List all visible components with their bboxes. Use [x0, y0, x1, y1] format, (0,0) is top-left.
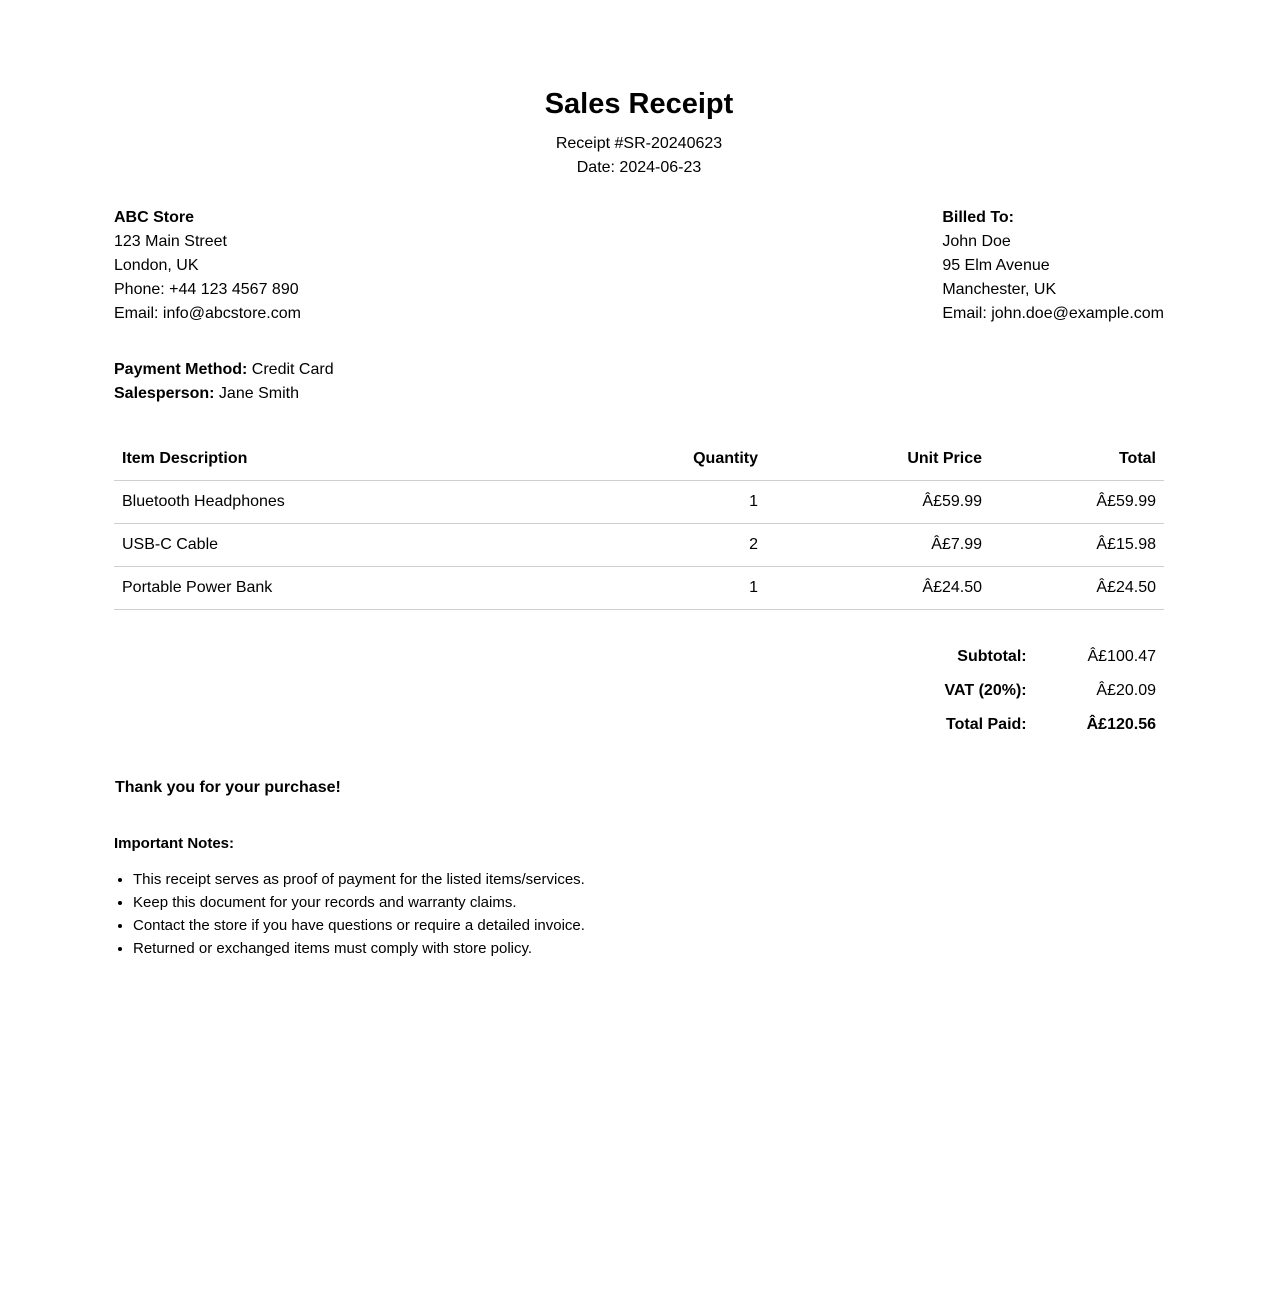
items-table: [114, 438, 1164, 610]
store-address-line-1: 123 Main Street: [114, 233, 227, 250]
list-item: • Contact the store if you have questions or require a detailed invoice.: [133, 914, 1164, 937]
thank-you-message: Thank you for your purchase!: [115, 779, 341, 796]
table-row: [114, 524, 1164, 567]
totals-table: [769, 640, 1164, 742]
list-item: • Returned or exchanged items must comply with store policy.: [133, 937, 1164, 960]
store-email: Email: info@abcstore.com: [114, 305, 301, 322]
customer-address-line-2: Manchester, UK: [942, 281, 1057, 298]
store-phone: Phone: +44 123 4567 890: [114, 281, 299, 298]
billed-to-heading: Billed To:: [942, 209, 1015, 226]
column-header-quantity: Quantity: [550, 438, 766, 481]
item-total: Â£15.98: [990, 524, 1164, 567]
list-item: • Keep this document for your records and warranty claims.: [133, 891, 1164, 914]
column-header-description: Item Description: [114, 438, 550, 481]
page-title: Sales Receipt: [544, 88, 734, 120]
item-unit-price: Â£24.50: [766, 567, 990, 610]
receipt-header: [114, 0, 1164, 180]
payment-method-label: Payment Method:: [114, 361, 248, 378]
subtotal-label: Subtotal:: [957, 648, 1027, 665]
item-quantity: 1: [550, 567, 766, 610]
table-row: [114, 481, 1164, 524]
payment-method-value: Credit Card: [247, 361, 334, 378]
item-total: Â£59.99: [990, 481, 1164, 524]
items-table-header-row: [114, 438, 1164, 481]
column-header-unit-price: Unit Price: [766, 438, 990, 481]
salesperson-value: Jane Smith: [214, 385, 299, 402]
item-quantity: 2: [550, 524, 766, 567]
column-header-total: Total: [990, 438, 1164, 481]
total-paid-row: [769, 708, 1164, 742]
list-item: • This receipt serves as proof of payment for the listed items/services.: [133, 868, 1164, 891]
customer-address-line-1: 95 Elm Avenue: [942, 257, 1050, 274]
total-paid-value: Â£120.56: [1086, 716, 1156, 733]
subtotal-row: [769, 640, 1164, 674]
customer-email: Email: john.doe@example.com: [942, 305, 1164, 322]
billed-to-info: [942, 206, 1164, 326]
item-description: Portable Power Bank: [114, 567, 550, 610]
customer-name: John Doe: [942, 233, 1011, 250]
item-description: Bluetooth Headphones: [114, 481, 550, 524]
salesperson-line: [114, 382, 1164, 406]
store-name: ABC Store: [114, 209, 195, 226]
item-unit-price: Â£7.99: [766, 524, 990, 567]
store-info: [114, 206, 301, 326]
notes-list: [114, 868, 1164, 960]
total-paid-label: Total Paid:: [946, 716, 1027, 733]
item-unit-price: Â£59.99: [766, 481, 990, 524]
receipt-document: [114, 0, 1164, 960]
vat-label: VAT (20%):: [944, 682, 1027, 699]
item-description: USB-C Cable: [114, 524, 550, 567]
subtotal-value: Â£100.47: [1087, 648, 1156, 665]
notes-heading: Important Notes:: [114, 835, 234, 852]
item-quantity: 1: [550, 481, 766, 524]
vat-value: Â£20.09: [1096, 682, 1156, 699]
store-address-line-2: London, UK: [114, 257, 199, 274]
vat-row: [769, 674, 1164, 708]
receipt-number: Receipt #SR-20240623: [555, 135, 723, 152]
payment-info: [114, 358, 1164, 406]
salesperson-label: Salesperson:: [114, 385, 215, 402]
parties-section: [114, 206, 1164, 326]
receipt-date: Date: 2024-06-23: [576, 159, 702, 176]
table-row: [114, 567, 1164, 610]
payment-method-line: [114, 358, 1164, 382]
item-total: Â£24.50: [990, 567, 1164, 610]
